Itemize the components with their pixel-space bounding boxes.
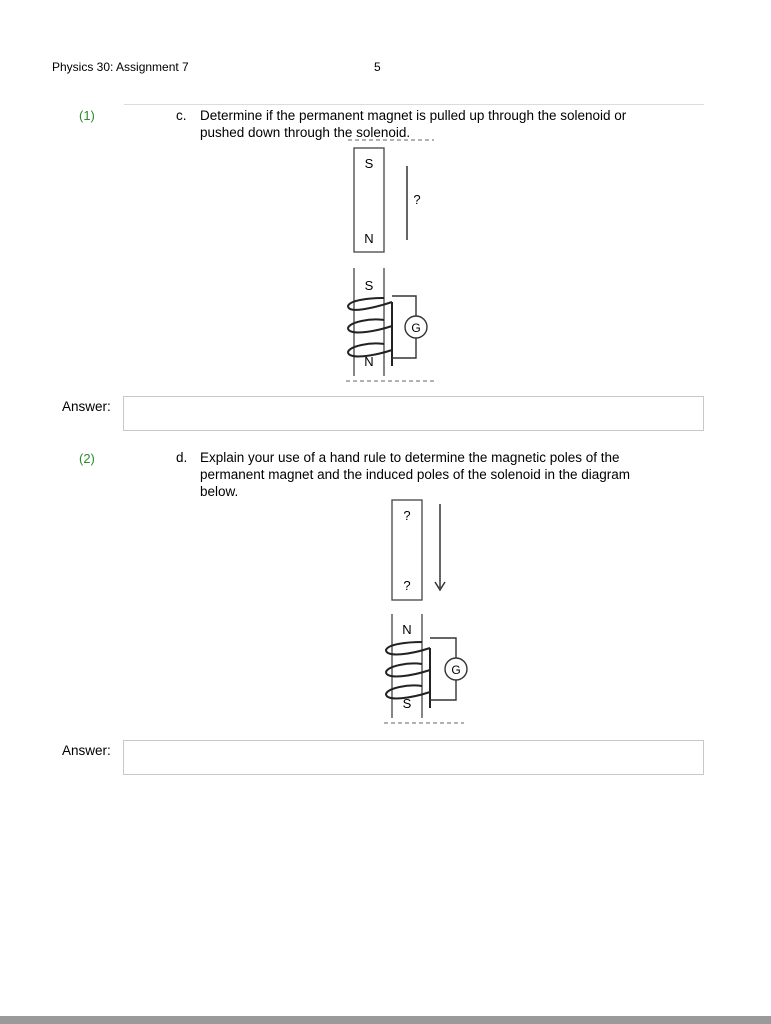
question-2-text-line1: Explain your use of a hand rule to determine the magnetic poles of the [200, 450, 620, 465]
answer-2-label: Answer: [62, 743, 111, 758]
magnet-bottom-pole: ? [403, 578, 411, 593]
page-header-title: Physics 30: Assignment 7 [52, 60, 189, 74]
galvanometer-label: G [451, 663, 461, 677]
question-2-text-line3: below. [200, 484, 239, 499]
answer-1-label: Answer: [62, 399, 111, 414]
diagram-2-magnet-solenoid [368, 496, 478, 728]
solenoid-bottom-pole: S [402, 696, 412, 711]
answer-1-field[interactable] [123, 396, 704, 431]
magnet-top-pole: ? [403, 508, 411, 523]
solenoid-top-pole: N [402, 622, 412, 637]
answer-2-field[interactable] [123, 740, 704, 775]
question-2-text-line2: permanent magnet and the induced poles of the solenoid in the diagram [200, 467, 631, 482]
magnet-top-pole: S [364, 156, 374, 171]
bottom-bar [0, 1016, 771, 1024]
question-1-marks: (1) [79, 108, 95, 123]
magnet-bottom-pole: N [364, 231, 374, 246]
question-1-text-line1: Determine if the permanent magnet is pulled up through the solenoid or [200, 108, 627, 123]
galvanometer-label: G [411, 321, 421, 335]
question-1-letter: c. [176, 108, 187, 123]
diagram-1-magnet-solenoid [330, 138, 440, 386]
page-number: 5 [374, 60, 381, 74]
question-1-text-line2: pushed down through the solenoid. [200, 125, 411, 140]
solenoid-bottom-pole: N [364, 354, 374, 369]
motion-question-mark: ? [413, 192, 421, 207]
question-2-letter: d. [176, 450, 188, 465]
question-divider [124, 104, 704, 105]
question-2-marks: (2) [79, 451, 95, 466]
solenoid-top-pole: S [364, 278, 374, 293]
